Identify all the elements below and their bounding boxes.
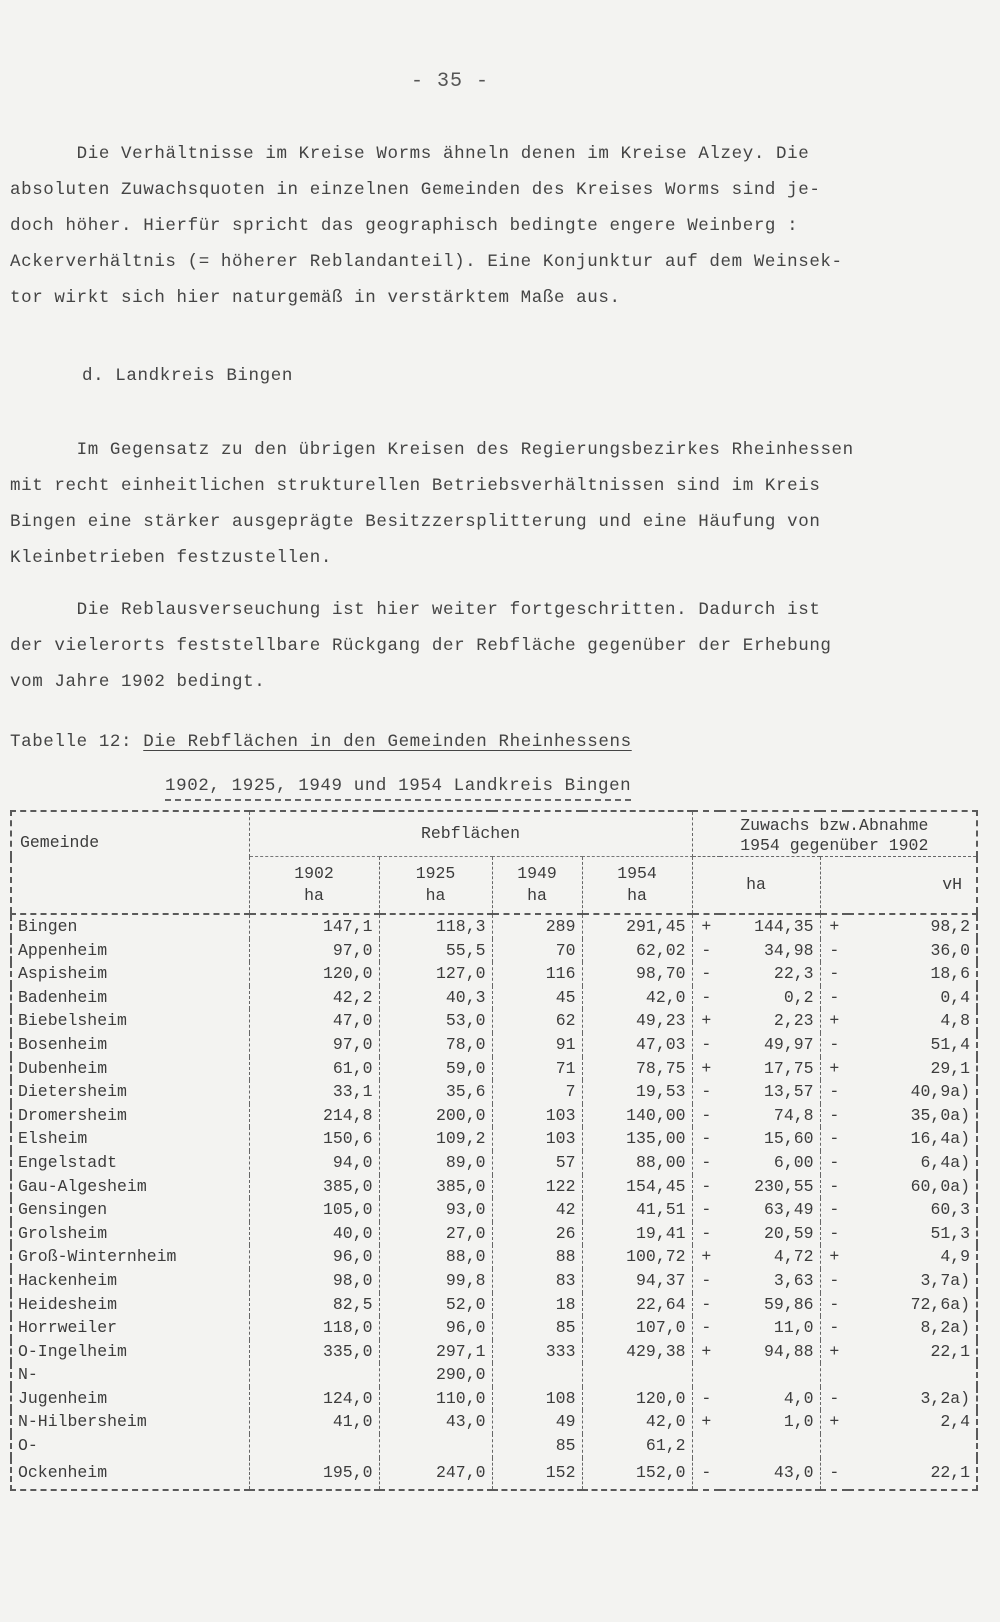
cell-1925: 35,6 [379, 1080, 492, 1104]
cell-gemeinde: O- [11, 1434, 249, 1458]
cell-gemeinde: O-Ingelheim [11, 1340, 249, 1364]
cell-1925: 53,0 [379, 1009, 492, 1033]
cell-gemeinde: Heidesheim [11, 1293, 249, 1317]
cell-ha: 3,63 [720, 1269, 820, 1293]
cell-1954: 42,0 [582, 1410, 692, 1434]
cell-ha: 63,49 [720, 1198, 820, 1222]
col-group-rebflaechen: Rebflächen [249, 811, 692, 857]
cell-1949: 122 [492, 1175, 582, 1199]
cell-ha: 230,55 [720, 1175, 820, 1199]
col-header-1954 [582, 857, 692, 915]
table-row [11, 1175, 977, 1199]
cell-gemeinde: Gau-Algesheim [11, 1175, 249, 1199]
col-header-vh: vH [820, 857, 977, 914]
cell-1902: 33,1 [249, 1080, 379, 1104]
cell-ha: 49,97 [720, 1033, 820, 1057]
cell-1902: 61,0 [249, 1057, 379, 1081]
cell-1954: 41,51 [582, 1198, 692, 1222]
cell-1949 [492, 1363, 582, 1387]
table-subtitle: 1902, 1925, 1949 und 1954 Landkreis Bingen [165, 776, 631, 801]
cell-sign-ha: - [701, 1318, 712, 1338]
cell-vh: 29,1 [930, 1058, 971, 1078]
cell-gemeinde: Elsheim [11, 1127, 249, 1151]
cell-1902: 41,0 [249, 1410, 379, 1434]
cell-1925: 290,0 [379, 1363, 492, 1387]
cell-sign-ha: - [701, 1200, 712, 1220]
cell-1902: 385,0 [249, 1175, 379, 1199]
cell-vh: 6,4a) [920, 1152, 971, 1172]
cell-1949: 85 [492, 1434, 582, 1458]
cell-sign-vh: + [829, 1341, 840, 1361]
cell-1925: 88,0 [379, 1245, 492, 1269]
cell-vh: 18,6 [930, 964, 971, 984]
cell-ha: 2,23 [720, 1009, 820, 1033]
page-number: - 35 - [410, 70, 489, 93]
cell-sign-ha: - [701, 1463, 712, 1483]
cell-1902: 82,5 [249, 1293, 379, 1317]
cell-1902: 214,8 [249, 1104, 379, 1128]
col-header-1925 [379, 857, 492, 915]
cell-vh: 98,2 [930, 917, 971, 936]
cell-sign-vh: - [829, 1270, 840, 1290]
cell-gemeinde: Badenheim [11, 986, 249, 1010]
cell-gemeinde: Engelstadt [11, 1151, 249, 1175]
cell-1954: 88,00 [582, 1151, 692, 1175]
cell-1949: 108 [492, 1387, 582, 1411]
cell-gemeinde: Hackenheim [11, 1269, 249, 1293]
cell-1949: 71 [492, 1057, 582, 1081]
year-1949: 1949 [517, 864, 557, 883]
table-row [11, 939, 977, 963]
cell-1902: 40,0 [249, 1222, 379, 1246]
cell-sign-vh: - [829, 987, 840, 1007]
table-title: Die Rebflächen in den Gemeinden Rheinhessens [143, 732, 632, 752]
cell-1954: 49,23 [582, 1009, 692, 1033]
cell-vh: 4,8 [940, 1011, 971, 1031]
cell-sign-ha: - [701, 987, 712, 1007]
cell-sign-ha [692, 1363, 720, 1387]
cell-ha: 4,72 [720, 1245, 820, 1269]
cell-1949: 45 [492, 986, 582, 1010]
cell-1925: 385,0 [379, 1175, 492, 1199]
cell-1954: 120,0 [582, 1387, 692, 1411]
table-row [11, 1198, 977, 1222]
cell-1954: 62,02 [582, 939, 692, 963]
cell-gemeinde: Horrweiler [11, 1316, 249, 1340]
cell-sign-vh: - [829, 1294, 840, 1314]
cell-ha: 59,86 [720, 1293, 820, 1317]
cell-sign-vh: + [829, 1412, 840, 1432]
cell-ha [720, 1363, 820, 1387]
cell-1925: 200,0 [379, 1104, 492, 1128]
cell-sign-ha: - [701, 1034, 712, 1054]
cell-1954: 19,53 [582, 1080, 692, 1104]
cell-sign-vh: - [829, 1200, 840, 1220]
cell-gemeinde: Biebelsheim [11, 1009, 249, 1033]
cell-sign-ha [692, 1434, 720, 1458]
cell-1902: 195,0 [249, 1458, 379, 1490]
cell-1925: 89,0 [379, 1151, 492, 1175]
cell-1949: 7 [492, 1080, 582, 1104]
cell-1925: 55,5 [379, 939, 492, 963]
cell-sign-vh: - [829, 1176, 840, 1196]
cell-1949: 88 [492, 1245, 582, 1269]
cell-1902 [249, 1363, 379, 1387]
cell-sign-vh: - [829, 1034, 840, 1054]
cell-sign-ha: + [701, 1412, 712, 1432]
cell-1902: 98,0 [249, 1269, 379, 1293]
cell-gemeinde: Bingen [11, 914, 249, 939]
unit-1902: ha [304, 886, 324, 905]
cell-gemeinde: Groß-Winternheim [11, 1245, 249, 1269]
cell-gemeinde: Bosenheim [11, 1033, 249, 1057]
cell-ha: 43,0 [720, 1458, 820, 1490]
cell-sign-ha: - [701, 1129, 712, 1149]
cell-vh: 22,1 [930, 1341, 971, 1361]
cell-sign-ha: - [701, 1176, 712, 1196]
cell-1949: 289 [492, 914, 582, 939]
cell-1954: 100,72 [582, 1245, 692, 1269]
cell-sign-vh: - [829, 1463, 840, 1483]
cell-1949: 103 [492, 1104, 582, 1128]
cell-sign-ha: + [701, 917, 712, 936]
table-row [11, 1363, 977, 1387]
cell-1949: 42 [492, 1198, 582, 1222]
cell-ha: 17,75 [720, 1057, 820, 1081]
cell-1902: 120,0 [249, 962, 379, 986]
cell-vh [848, 1434, 977, 1458]
cell-1954: 78,75 [582, 1057, 692, 1081]
cell-sign-ha: - [701, 1082, 712, 1102]
cell-gemeinde: Dietersheim [11, 1080, 249, 1104]
table-row [11, 1316, 977, 1340]
cell-1902: 118,0 [249, 1316, 379, 1340]
cell-sign-vh: - [829, 940, 840, 960]
cell-1902: 96,0 [249, 1245, 379, 1269]
table-body [11, 914, 977, 1490]
cell-1949: 57 [492, 1151, 582, 1175]
cell-sign-ha: - [701, 1270, 712, 1290]
cell-1949: 333 [492, 1340, 582, 1364]
cell-1954: 98,70 [582, 962, 692, 986]
cell-1902 [249, 1434, 379, 1458]
cell-1925: 110,0 [379, 1387, 492, 1411]
table-row [11, 1080, 977, 1104]
cell-sign-vh [820, 1434, 848, 1458]
cell-vh: 16,4a) [910, 1129, 971, 1149]
table-row [11, 914, 977, 939]
year-1954: 1954 [617, 864, 657, 883]
cell-ha: 15,60 [720, 1127, 820, 1151]
cell-gemeinde: Jugenheim [11, 1387, 249, 1411]
year-1925: 1925 [415, 864, 456, 883]
cell-1949: 18 [492, 1293, 582, 1317]
cell-ha: 4,0 [720, 1387, 820, 1411]
cell-1949: 83 [492, 1269, 582, 1293]
cell-vh: 60,3 [930, 1200, 971, 1220]
cell-sign-ha: - [701, 964, 712, 984]
table-row [11, 1387, 977, 1411]
cell-vh: 60,0a) [910, 1176, 971, 1196]
cell-1954: 152,0 [582, 1458, 692, 1490]
zuwachs-line-1: Zuwachs bzw.Abnahme [740, 816, 929, 835]
cell-sign-vh: - [829, 1388, 840, 1408]
table-row [11, 1458, 977, 1490]
cell-gemeinde: Gensingen [11, 1198, 249, 1222]
cell-1902: 124,0 [249, 1387, 379, 1411]
table-label: Tabelle 12: [10, 732, 133, 752]
cell-1949: 70 [492, 939, 582, 963]
table-caption [10, 732, 632, 752]
cell-1954: 22,64 [582, 1293, 692, 1317]
cell-1954 [582, 1363, 692, 1387]
cell-1949: 62 [492, 1009, 582, 1033]
cell-sign-vh: - [829, 964, 840, 984]
cell-1925 [379, 1434, 492, 1458]
table-row [11, 1434, 977, 1458]
cell-ha: 34,98 [720, 939, 820, 963]
cell-sign-vh: - [829, 1105, 840, 1125]
cell-vh [848, 1363, 977, 1387]
cell-sign-ha: - [701, 1294, 712, 1314]
cell-1925: 27,0 [379, 1222, 492, 1246]
paragraph-worms: Die Verhältnisse im Kreise Worms ähneln denen im Kreise Alzey. Die absoluten Zuwachsquoten in einzelnen Gemeinden des Kreises Worms sind je- doch höher. Hierfür spricht das geographisch bedingte engere Weinberg : Ackerverhältnis (= höherer Reblandanteil). Eine Konjunktur auf dem Weinsek- tor wirkt sich hier naturgemäß in verstärktem Maße aus. [10, 144, 843, 308]
rebflaechen-table [10, 810, 978, 1491]
cell-sign-ha: - [701, 1388, 712, 1408]
cell-1925: 40,3 [379, 986, 492, 1010]
cell-1954: 429,38 [582, 1340, 692, 1364]
cell-sign-ha: + [701, 1011, 712, 1031]
cell-1925: 118,3 [379, 914, 492, 939]
cell-1954: 47,03 [582, 1033, 692, 1057]
cell-1925: 78,0 [379, 1033, 492, 1057]
cell-sign-ha: - [701, 940, 712, 960]
cell-vh: 22,1 [930, 1463, 971, 1483]
cell-1949: 85 [492, 1316, 582, 1340]
unit-1949: ha [527, 886, 547, 905]
col-group-zuwachs [692, 811, 977, 857]
table-row [11, 1269, 977, 1293]
cell-1949: 49 [492, 1410, 582, 1434]
cell-1925: 52,0 [379, 1293, 492, 1317]
cell-gemeinde: Dubenheim [11, 1057, 249, 1081]
cell-sign-vh: - [829, 1318, 840, 1338]
cell-ha: 1,0 [720, 1410, 820, 1434]
cell-sign-vh: - [829, 1152, 840, 1172]
table-row [11, 1151, 977, 1175]
cell-1902: 150,6 [249, 1127, 379, 1151]
cell-gemeinde: Dromersheim [11, 1104, 249, 1128]
cell-sign-vh: + [829, 1011, 840, 1031]
cell-gemeinde: Grolsheim [11, 1222, 249, 1246]
cell-1925: 297,1 [379, 1340, 492, 1364]
cell-1954: 61,2 [582, 1434, 692, 1458]
cell-ha: 20,59 [720, 1222, 820, 1246]
cell-1949: 103 [492, 1127, 582, 1151]
cell-gemeinde: N- [11, 1363, 249, 1387]
cell-ha: 0,2 [720, 986, 820, 1010]
table-row [11, 962, 977, 986]
cell-sign-ha: - [701, 1152, 712, 1172]
cell-ha: 144,35 [720, 914, 820, 939]
cell-vh: 8,2a) [920, 1318, 971, 1338]
cell-1954: 140,00 [582, 1104, 692, 1128]
table-row [11, 1410, 977, 1434]
cell-1954: 42,0 [582, 986, 692, 1010]
cell-1954: 107,0 [582, 1316, 692, 1340]
cell-vh: 4,9 [940, 1247, 971, 1267]
cell-vh: 40,9a) [910, 1082, 971, 1102]
cell-gemeinde: Ockenheim [11, 1458, 249, 1490]
col-header-ha: ha [692, 857, 820, 914]
cell-1925: 93,0 [379, 1198, 492, 1222]
col-header-gemeinde: Gemeinde [11, 811, 249, 914]
cell-1925: 109,2 [379, 1127, 492, 1151]
cell-gemeinde: Aspisheim [11, 962, 249, 986]
cell-sign-ha: + [701, 1341, 712, 1361]
unit-1925: ha [425, 886, 446, 905]
year-1902: 1902 [294, 864, 334, 883]
table-row [11, 986, 977, 1010]
cell-sign-ha: + [701, 1058, 712, 1078]
cell-1925: 59,0 [379, 1057, 492, 1081]
cell-ha: 22,3 [720, 962, 820, 986]
cell-1949: 91 [492, 1033, 582, 1057]
cell-sign-ha: - [701, 1223, 712, 1243]
zuwachs-line-2: 1954 gegenüber 1902 [740, 836, 929, 855]
cell-1949: 26 [492, 1222, 582, 1246]
cell-1925: 99,8 [379, 1269, 492, 1293]
cell-ha: 13,57 [720, 1080, 820, 1104]
cell-1902: 94,0 [249, 1151, 379, 1175]
cell-sign-ha: + [701, 1247, 712, 1267]
cell-sign-vh: + [829, 1247, 840, 1267]
cell-1954: 291,45 [582, 914, 692, 939]
cell-vh: 36,0 [930, 940, 971, 960]
table-row [11, 1057, 977, 1081]
cell-ha: 11,0 [720, 1316, 820, 1340]
cell-1954: 94,37 [582, 1269, 692, 1293]
cell-vh: 0,4 [940, 987, 971, 1007]
cell-1925: 247,0 [379, 1458, 492, 1490]
cell-sign-vh: + [829, 1058, 840, 1078]
cell-ha: 94,88 [720, 1340, 820, 1364]
cell-sign-vh [820, 1363, 848, 1387]
cell-1902: 97,0 [249, 939, 379, 963]
cell-vh: 3,7a) [920, 1270, 971, 1290]
cell-sign-ha: - [701, 1105, 712, 1125]
cell-ha: 74,8 [720, 1104, 820, 1128]
col-header-1949 [492, 857, 582, 915]
cell-1954: 19,41 [582, 1222, 692, 1246]
cell-1902: 97,0 [249, 1033, 379, 1057]
cell-1902: 47,0 [249, 1009, 379, 1033]
cell-sign-vh: + [829, 917, 840, 936]
cell-gemeinde: Appenheim [11, 939, 249, 963]
paragraph-bingen-structure: Im Gegensatz zu den übrigen Kreisen des Regierungsbezirkes Rheinhessen mit recht einheitlichen strukturellen Betriebsverhältnissen sind im Kreis Bingen eine stärker ausgeprägte Besitzzersplitterung und eine Häufung von Kleinbetrieben festzustellen. [10, 440, 854, 568]
cell-1902: 335,0 [249, 1340, 379, 1364]
cell-1902: 105,0 [249, 1198, 379, 1222]
cell-sign-vh: - [829, 1129, 840, 1149]
cell-vh: 35,0a) [910, 1105, 971, 1125]
table-row [11, 1009, 977, 1033]
section-heading: d. Landkreis Bingen [82, 366, 293, 386]
cell-vh: 3,2a) [920, 1388, 971, 1408]
table-row [11, 1127, 977, 1151]
table-row [11, 1340, 977, 1364]
table-row [11, 1104, 977, 1128]
cell-vh: 51,4 [930, 1034, 971, 1054]
cell-gemeinde: N-Hilbersheim [11, 1410, 249, 1434]
cell-1902: 42,2 [249, 986, 379, 1010]
cell-ha: 6,00 [720, 1151, 820, 1175]
cell-1925: 96,0 [379, 1316, 492, 1340]
cell-sign-vh: - [829, 1223, 840, 1243]
cell-sign-vh: - [829, 1082, 840, 1102]
unit-1954: ha [627, 886, 647, 905]
cell-1954: 154,45 [582, 1175, 692, 1199]
paragraph-reblaus: Die Reblausverseuchung ist hier weiter fortgeschritten. Dadurch ist der vielerorts feststellbare Rückgang der Rebfläche gegenüber der Erhebung vom Jahre 1902 bedingt. [10, 600, 832, 692]
cell-vh: 2,4 [940, 1412, 971, 1432]
cell-1954: 135,00 [582, 1127, 692, 1151]
table-row [11, 1222, 977, 1246]
table-row [11, 1293, 977, 1317]
cell-1949: 116 [492, 962, 582, 986]
table-row [11, 1245, 977, 1269]
table-row [11, 1033, 977, 1057]
cell-1949: 152 [492, 1458, 582, 1490]
cell-1902: 147,1 [249, 914, 379, 939]
cell-vh: 72,6a) [910, 1294, 971, 1314]
cell-1925: 43,0 [379, 1410, 492, 1434]
cell-1925: 127,0 [379, 962, 492, 986]
col-header-1902 [249, 857, 379, 915]
cell-ha [720, 1434, 820, 1458]
cell-vh: 51,3 [930, 1223, 971, 1243]
